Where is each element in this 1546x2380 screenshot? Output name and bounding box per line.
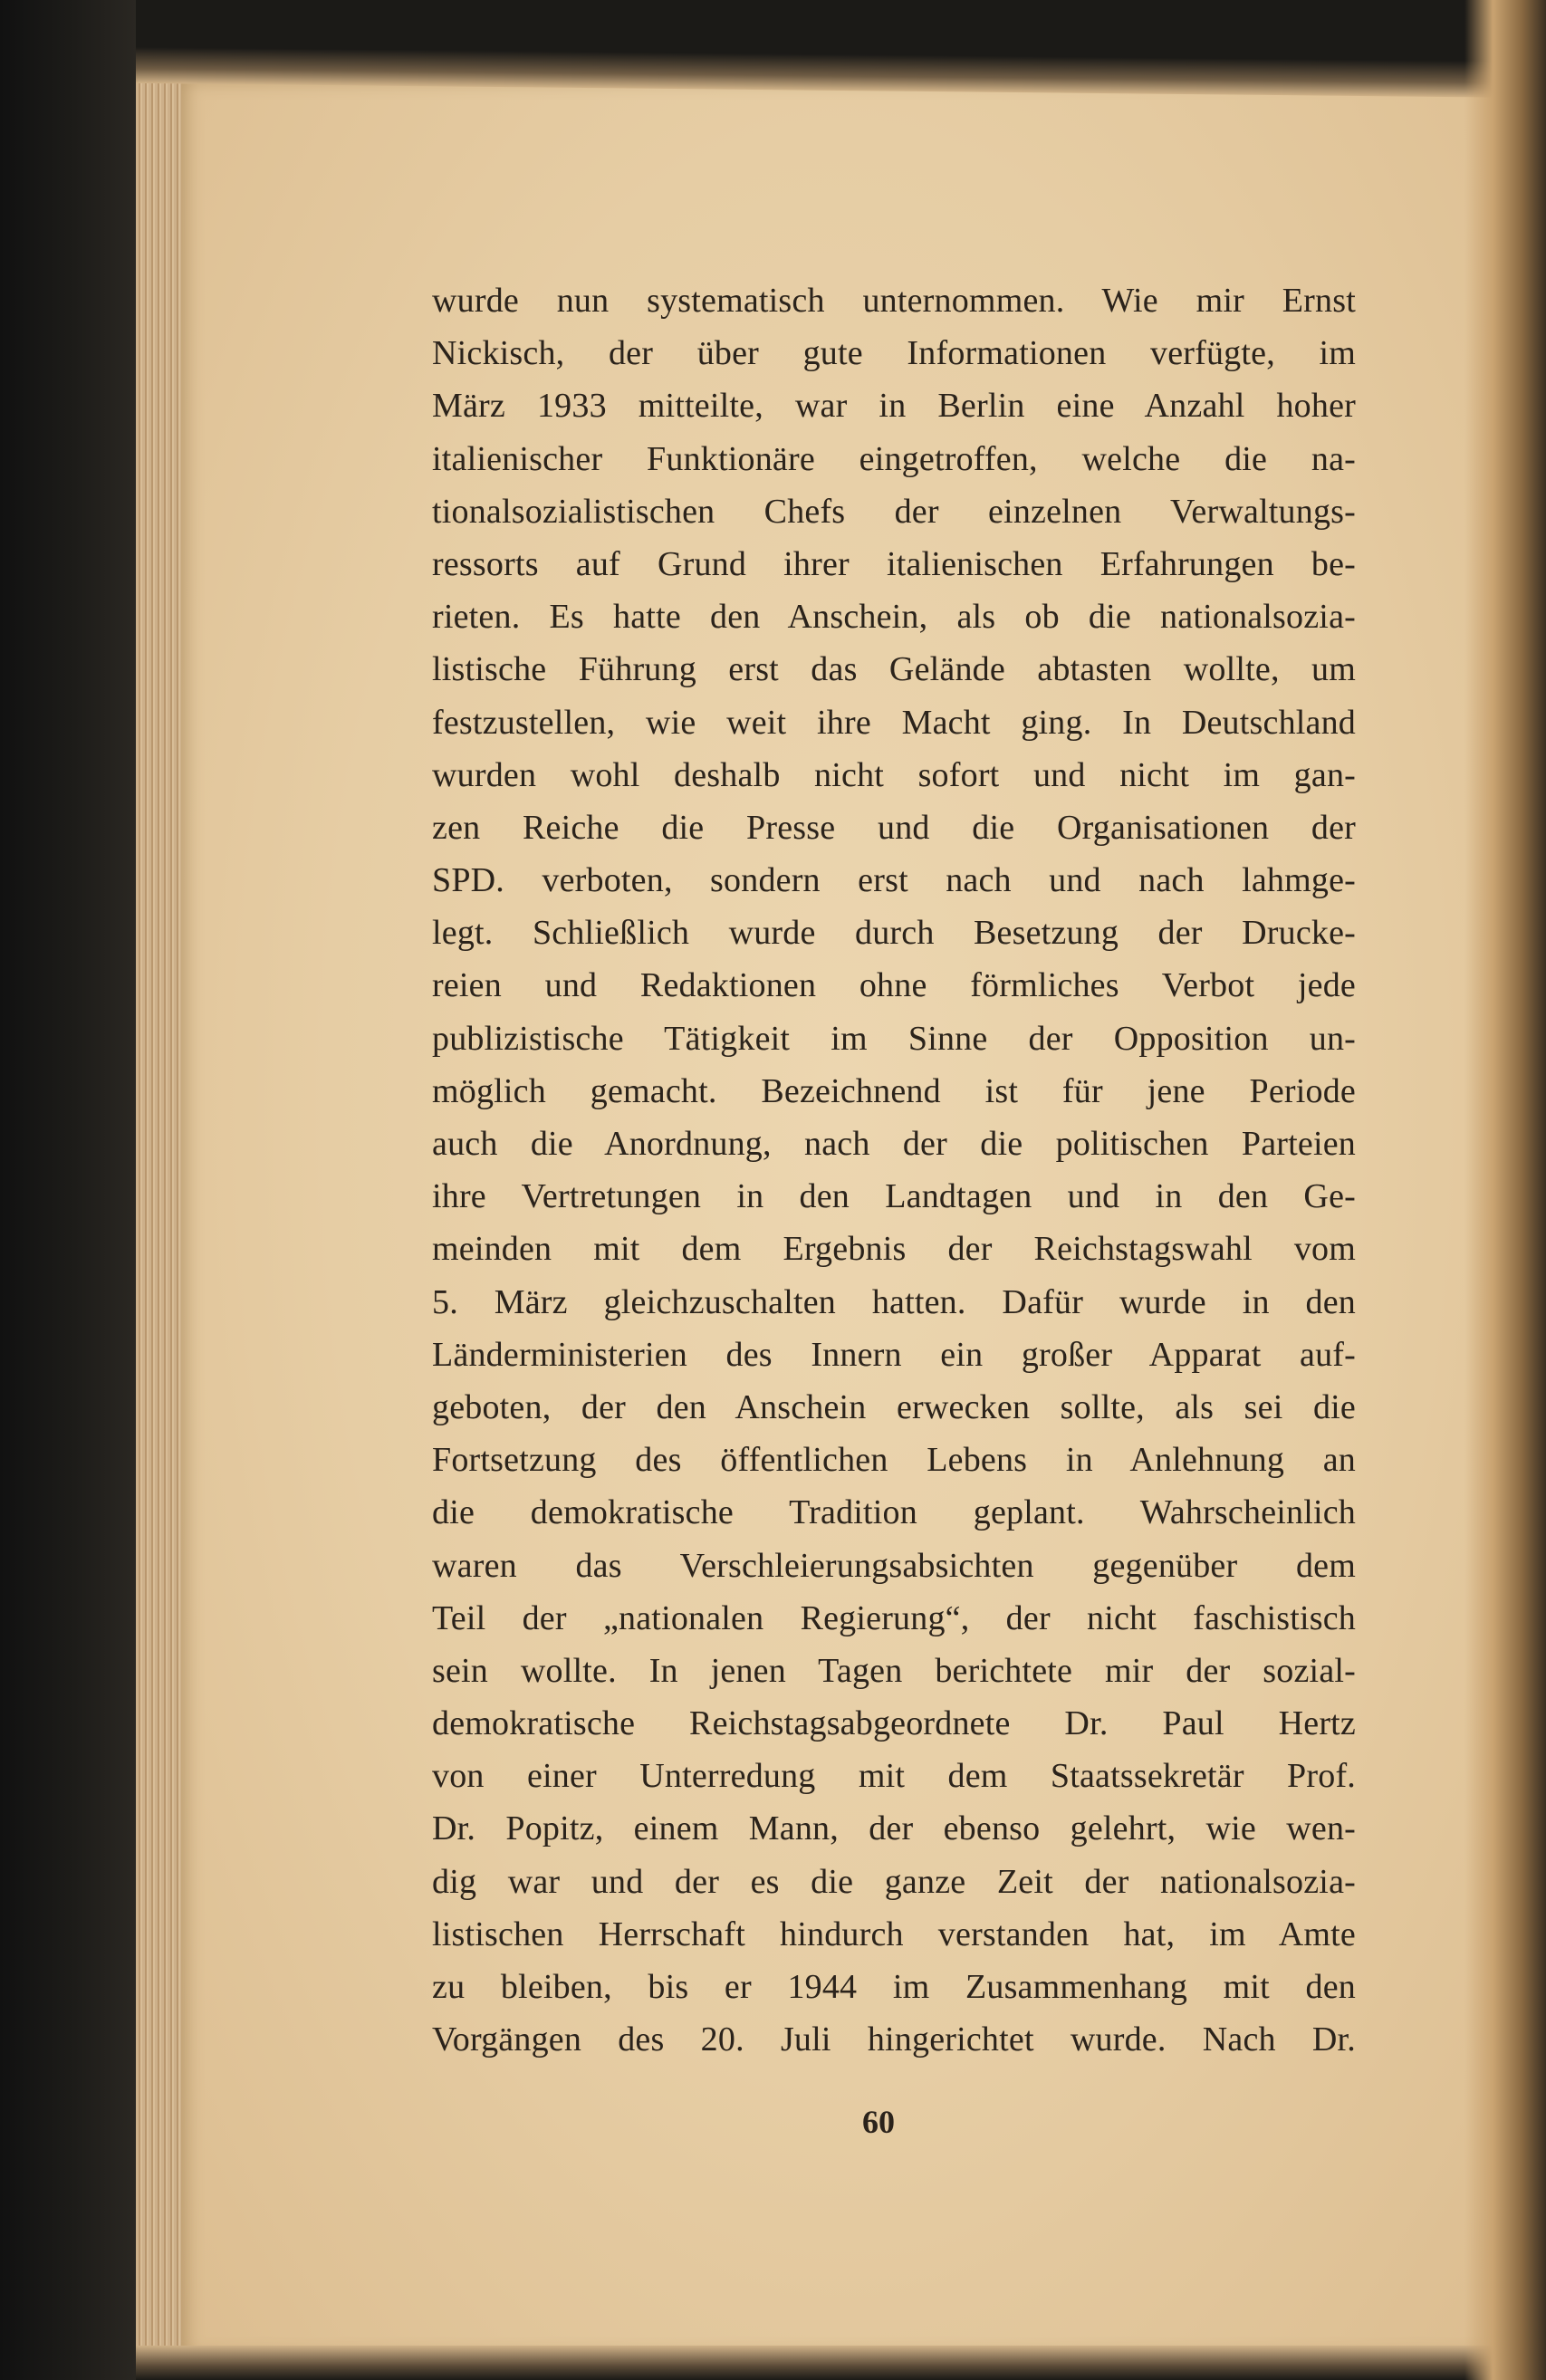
text-line: festzustellen, wie weit ihre Macht ging. In Deutschland [432,703,1356,742]
text-line: reien und Redaktionen ohne förmliches Verbot jede [432,966,1356,1005]
text-line: geboten, der den Anschein erwecken sollte, als sei die [432,1387,1356,1426]
text-line: SPD. verboten, sondern erst nach und nach lahmge- [432,861,1356,900]
text-line: Dr. Popitz, einem Mann, der ebenso gelehrt, wie wen- [432,1809,1356,1848]
text-line: ihre Vertretungen in den Landtagen und in den Ge- [432,1177,1356,1216]
book-cover-edge [0,0,136,2380]
text-line: demokratische Reichstagsabgeordnete Dr. Paul Hertz [432,1704,1356,1743]
text-line: listische Führung erst das Gelände abtasten wollte, um [432,650,1356,689]
text-line: von einer Unterredung mit dem Staatssekretär Prof. [432,1757,1356,1796]
text-line: waren das Verschleierungsabsichten gegenüber dem [432,1546,1356,1585]
text-line: wurde nun systematisch unternommen. Wie mir Ernst [432,282,1356,320]
text-line: publizistische Tätigkeit im Sinne der Opposition un- [432,1019,1356,1058]
page-bottom-edge [136,2346,1546,2380]
text-line: rieten. Es hatte den Anschein, als ob die nationalsozia- [432,598,1356,637]
page-number: 60 [862,2104,895,2140]
text-line: Nickisch, der über gute Informationen verfügte, im [432,334,1356,373]
text-line: Länderministerien des Innern ein großer Apparat auf- [432,1335,1356,1374]
text-line: zu bleiben, bis er 1944 im Zusammenhang mit den [432,1968,1356,2006]
text-line: Teil der „nationalen Regierung“, der nicht faschistisch [432,1598,1356,1637]
text-line: dig war und der es die ganze Zeit der nationalsozia- [432,1862,1356,1901]
text-line: Fortsetzung des öffentlichen Lebens in Anlehnung an [432,1441,1356,1480]
text-line: Vorgängen des 20. Juli hingerichtet wurde. Nach Dr. [432,2020,1356,2059]
body-text [432,274,1356,2066]
text-line: legt. Schließlich wurde durch Besetzung der Drucke- [432,914,1356,953]
text-line: meinden mit dem Ergebnis der Reichstagswahl vom [432,1230,1356,1269]
text-line: italienischer Funktionäre eingetroffen, welche die na- [432,439,1356,478]
text-line: März 1933 mitteilte, war in Berlin eine Anzahl hoher [432,387,1356,426]
text-line: zen Reiche die Presse und die Organisationen der [432,808,1356,847]
text-line: die demokratische Tradition geplant. Wahrscheinlich [432,1493,1356,1532]
text-line: listischen Herrschaft hindurch verstanden hat, im Amte [432,1915,1356,1953]
text-line: tionalsozialistischen Chefs der einzelnen Verwaltungs- [432,492,1356,531]
text-line: möglich gemacht. Bezeichnend ist für jene Periode [432,1071,1356,1110]
book-gutter [1464,0,1546,2380]
text-line: ressorts auf Grund ihrer italienischen Erfahrungen be- [432,544,1356,583]
text-line: auch die Anordnung, nach der die politischen Parteien [432,1125,1356,1163]
text-line: 5. März gleichzuschalten hatten. Dafür wurde in den [432,1282,1356,1321]
text-line: wurden wohl deshalb nicht sofort und nicht im gan- [432,755,1356,794]
text-line: sein wollte. In jenen Tagen berichtete mir der sozial- [432,1651,1356,1690]
